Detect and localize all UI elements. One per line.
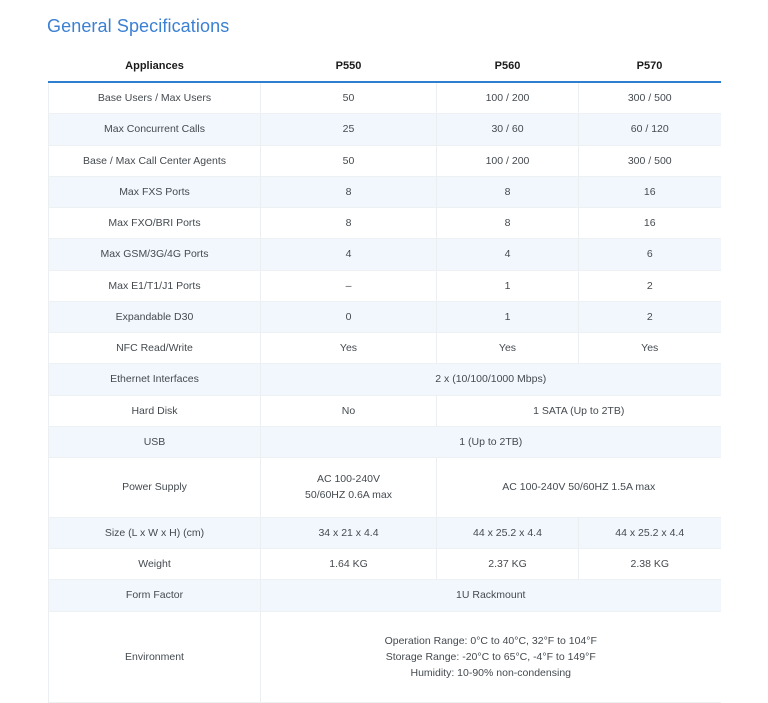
cell-line: AC 100-240V — [316, 473, 381, 486]
cell-value: 34 x 21 x 4.4 — [261, 517, 437, 548]
cell-line: Storage Range: -20°C to 65°C, -4°F to 149°F — [385, 650, 596, 663]
cell-value: 1U Rackmount — [261, 580, 721, 611]
row-label: Max FXS Ports — [49, 176, 261, 207]
cell-value: – — [261, 270, 437, 301]
column-header-p550: P550 — [261, 60, 437, 82]
column-header-p560: P560 — [437, 60, 579, 82]
row-label: Size (L x W x H) (cm) — [49, 517, 261, 548]
cell-value: 2 x (10/100/1000 Mbps) — [261, 364, 721, 395]
cell-value: 1 SATA (Up to 2TB) — [437, 395, 721, 426]
table-header-row — [49, 60, 721, 82]
cell-value: 60 / 120 — [579, 114, 721, 145]
page-title: General Specifications — [47, 16, 230, 37]
table-row — [49, 301, 721, 332]
cell-value: 16 — [579, 176, 721, 207]
row-label: Max Concurrent Calls — [49, 114, 261, 145]
row-label: Expandable D30 — [49, 301, 261, 332]
cell-value — [261, 458, 437, 518]
table-row — [49, 548, 721, 579]
cell-value: No — [261, 395, 437, 426]
cell-value: 30 / 60 — [437, 114, 579, 145]
row-label: Max GSM/3G/4G Ports — [49, 239, 261, 270]
cell-value: 300 / 500 — [579, 82, 721, 114]
table-row — [49, 208, 721, 239]
row-label: USB — [49, 426, 261, 457]
table-row — [49, 517, 721, 548]
column-header-appliances: Appliances — [49, 60, 261, 82]
table-row — [49, 333, 721, 364]
row-label: Form Factor — [49, 580, 261, 611]
cell-value: 1.64 KG — [261, 548, 437, 579]
table-row — [49, 176, 721, 207]
table-row — [49, 364, 721, 395]
cell-value: 2 — [579, 270, 721, 301]
table-header — [49, 60, 721, 82]
cell-line: Humidity: 10-90% non-condensing — [410, 667, 571, 680]
general-specifications-table — [48, 60, 721, 703]
table-row — [49, 270, 721, 301]
cell-value: 8 — [437, 208, 579, 239]
row-label: Base Users / Max Users — [49, 82, 261, 114]
cell-value: 16 — [579, 208, 721, 239]
cell-value: 300 / 500 — [579, 145, 721, 176]
table-row — [49, 239, 721, 270]
cell-value: AC 100-240V 50/60HZ 1.5A max — [437, 458, 721, 518]
cell-value: 8 — [261, 176, 437, 207]
cell-value: 50 — [261, 82, 437, 114]
cell-value: 2.38 KG — [579, 548, 721, 579]
cell-value: 8 — [437, 176, 579, 207]
cell-value: 4 — [437, 239, 579, 270]
row-label: Hard Disk — [49, 395, 261, 426]
cell-value: 1 — [437, 270, 579, 301]
table-row — [49, 426, 721, 457]
cell-value: 2 — [579, 301, 721, 332]
table-body — [49, 82, 721, 703]
cell-value — [261, 611, 721, 703]
table-row — [49, 458, 721, 518]
row-label: Ethernet Interfaces — [49, 364, 261, 395]
cell-value: 0 — [261, 301, 437, 332]
cell-value: 100 / 200 — [437, 145, 579, 176]
table-row — [49, 114, 721, 145]
cell-value: Yes — [261, 333, 437, 364]
table-row — [49, 395, 721, 426]
row-label: NFC Read/Write — [49, 333, 261, 364]
cell-value: 8 — [261, 208, 437, 239]
cell-value: 50 — [261, 145, 437, 176]
cell-value: 44 x 25.2 x 4.4 — [579, 517, 721, 548]
cell-line: 50/60HZ 0.6A max — [305, 489, 392, 502]
cell-value: 44 x 25.2 x 4.4 — [437, 517, 579, 548]
row-label: Environment — [49, 611, 261, 703]
cell-value: 1 — [437, 301, 579, 332]
row-label: Max FXO/BRI Ports — [49, 208, 261, 239]
row-label: Weight — [49, 548, 261, 579]
table-row — [49, 82, 721, 114]
table-row — [49, 145, 721, 176]
cell-value: 1 (Up to 2TB) — [261, 426, 721, 457]
cell-value: 25 — [261, 114, 437, 145]
row-label: Max E1/T1/J1 Ports — [49, 270, 261, 301]
column-header-p570: P570 — [579, 60, 721, 82]
cell-value: 100 / 200 — [437, 82, 579, 114]
cell-value: Yes — [437, 333, 579, 364]
cell-line: Operation Range: 0°C to 40°C, 32°F to 104°F — [384, 634, 597, 647]
table-row — [49, 611, 721, 703]
row-label: Power Supply — [49, 458, 261, 518]
cell-value: 2.37 KG — [437, 548, 579, 579]
cell-value: 6 — [579, 239, 721, 270]
cell-value: Yes — [579, 333, 721, 364]
row-label: Base / Max Call Center Agents — [49, 145, 261, 176]
table-row — [49, 580, 721, 611]
cell-value: 4 — [261, 239, 437, 270]
